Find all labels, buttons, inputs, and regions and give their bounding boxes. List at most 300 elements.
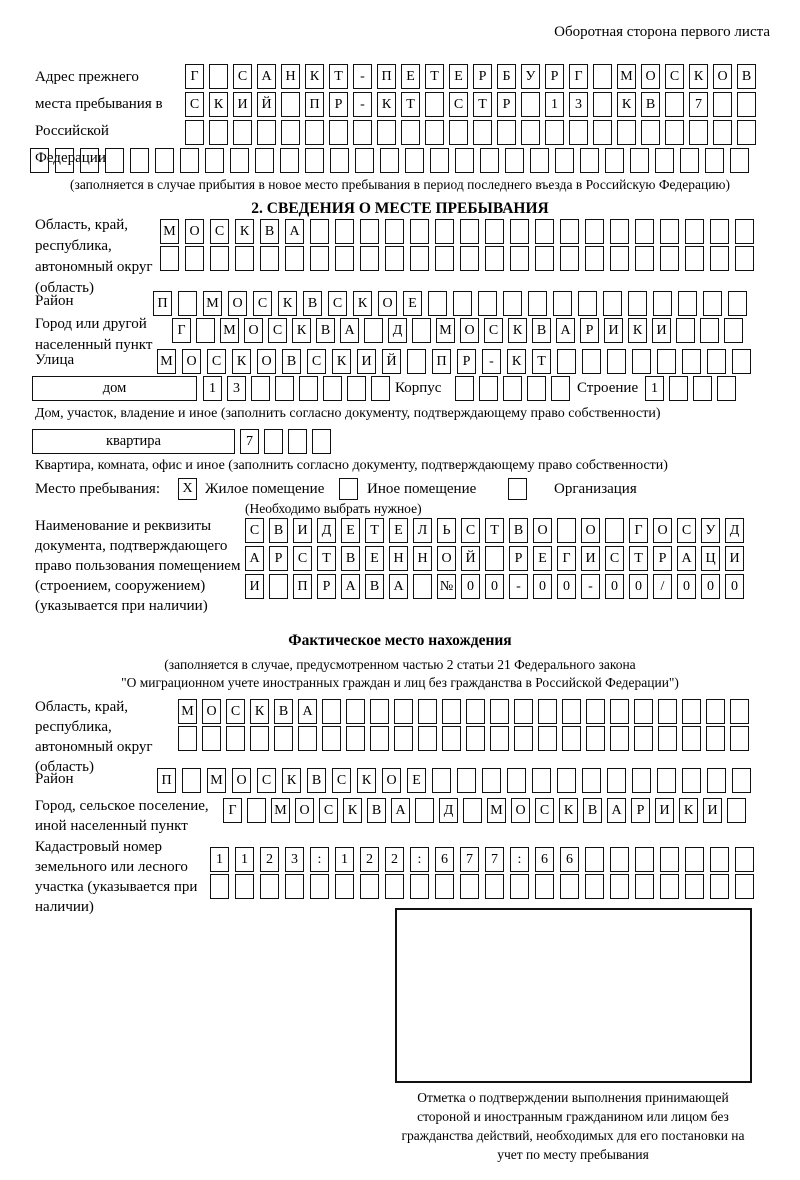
char-cell: [415, 798, 434, 823]
char-cell: С: [268, 318, 287, 343]
char-cell: [466, 726, 485, 751]
char-cell: Т: [401, 92, 420, 117]
char-cell: 1: [645, 376, 664, 401]
char-cell: [407, 349, 426, 374]
char-cell: [210, 246, 229, 271]
char-cell: [553, 291, 572, 316]
char-cell: Г: [557, 546, 576, 571]
char-cell: С: [328, 291, 347, 316]
char-cell: А: [298, 699, 317, 724]
char-cell: [473, 120, 492, 145]
char-cell: :: [410, 847, 429, 872]
char-cell: [347, 376, 366, 401]
char-cell: Ц: [701, 546, 720, 571]
checkbox-organizatsiya: [508, 478, 527, 500]
char-cell: О: [185, 219, 204, 244]
char-cell: [235, 874, 254, 899]
char-cell: [490, 726, 509, 751]
char-cell: [105, 148, 124, 173]
char-cell: 7: [460, 847, 479, 872]
char-cell: [335, 874, 354, 899]
char-cell: [680, 148, 699, 173]
char-cell: И: [725, 546, 744, 571]
dom-cells: [203, 376, 390, 401]
char-cell: [713, 92, 732, 117]
char-cell: [685, 874, 704, 899]
char-cell: [610, 699, 629, 724]
oblast1-row-2: [160, 246, 754, 271]
char-cell: [503, 376, 522, 401]
char-cell: [285, 874, 304, 899]
char-cell: 1: [545, 92, 564, 117]
char-cell: [497, 120, 516, 145]
char-cell: [346, 699, 365, 724]
mesto-label: Место пребывания:: [35, 481, 160, 497]
char-cell: К: [507, 349, 526, 374]
char-cell: [510, 246, 529, 271]
char-cell: [521, 92, 540, 117]
char-cell: [737, 92, 756, 117]
actual-location-note-1: (заполняется в случае, предусмотренном частью 2 статьи 21 Федерального закона: [164, 657, 636, 672]
char-cell: [551, 376, 570, 401]
char-cell: В: [737, 64, 756, 89]
char-cell: О: [460, 318, 479, 343]
char-cell: [178, 726, 197, 751]
char-cell: [732, 768, 751, 793]
char-cell: [610, 847, 629, 872]
char-cell: Р: [509, 546, 528, 571]
document-label: Наименование и реквизиты документа, подтверждающего право пользования помещением (строением, сооружением) (указывается при наличии): [35, 518, 241, 614]
char-cell: [505, 148, 524, 173]
char-cell: Р: [317, 574, 336, 599]
char-cell: К: [343, 798, 362, 823]
char-cell: [660, 246, 679, 271]
stamp-box: [395, 908, 752, 1083]
korpus-label: Корпус: [395, 380, 442, 396]
char-cell: П: [305, 92, 324, 117]
char-cell: [693, 376, 712, 401]
char-cell: 6: [535, 847, 554, 872]
char-cell: [413, 574, 432, 599]
char-cell: -: [581, 574, 600, 599]
char-cell: [530, 148, 549, 173]
char-cell: [607, 768, 626, 793]
gorod1-label: Город или другой населенный пункт: [35, 316, 153, 353]
char-cell: К: [278, 291, 297, 316]
char-cell: [460, 874, 479, 899]
char-cell: В: [303, 291, 322, 316]
char-cell: [538, 699, 557, 724]
char-cell: П: [432, 349, 451, 374]
char-cell: [185, 120, 204, 145]
char-cell: [528, 291, 547, 316]
char-cell: О: [641, 64, 660, 89]
char-cell: [510, 219, 529, 244]
char-cell: А: [607, 798, 626, 823]
char-cell: О: [232, 768, 251, 793]
char-cell: [685, 219, 704, 244]
char-cell: [298, 726, 317, 751]
char-cell: [555, 148, 574, 173]
char-cell: 0: [725, 574, 744, 599]
char-cell: [730, 148, 749, 173]
char-cell: -: [353, 64, 372, 89]
prev-address-note: (заполняется в случае прибытия в новое место пребывания в период последнего въезда в Российскую Федерацию): [69, 177, 731, 192]
option-inoe-label: Иное помещение: [367, 481, 477, 497]
char-cell: П: [377, 64, 396, 89]
char-cell: К: [357, 768, 376, 793]
char-cell: [233, 120, 252, 145]
char-cell: [678, 291, 697, 316]
char-cell: С: [319, 798, 338, 823]
char-cell: [410, 246, 429, 271]
char-cell: 1: [335, 847, 354, 872]
char-cell: [535, 219, 554, 244]
char-cell: [485, 874, 504, 899]
char-cell: Й: [382, 349, 401, 374]
char-cell: [310, 246, 329, 271]
char-cell: В: [260, 219, 279, 244]
char-cell: [466, 699, 485, 724]
char-cell: [603, 291, 622, 316]
kvartira-note: Квартира, комната, офис и иное (заполнить согласно документу, подтверждающему право собственности): [35, 458, 668, 473]
char-cell: [593, 120, 612, 145]
char-cell: А: [257, 64, 276, 89]
char-cell: [322, 699, 341, 724]
char-cell: [485, 246, 504, 271]
char-cell: К: [332, 349, 351, 374]
kadastr-label: Кадастровый номер земельного или лесного участка (указывается при наличии): [35, 839, 198, 915]
char-cell: [335, 219, 354, 244]
gorod2-label: Город, сельское поселение, иной населенный пункт: [35, 798, 209, 834]
char-cell: [632, 768, 651, 793]
char-cell: Г: [172, 318, 191, 343]
char-cell: [455, 376, 474, 401]
char-cell: [607, 349, 626, 374]
char-cell: М: [160, 219, 179, 244]
char-cell: М: [178, 699, 197, 724]
char-cell: [585, 847, 604, 872]
char-cell: Р: [473, 64, 492, 89]
char-cell: [507, 768, 526, 793]
char-cell: [635, 874, 654, 899]
rayon2-row: [157, 768, 751, 793]
char-cell: Р: [653, 546, 672, 571]
char-cell: [586, 726, 605, 751]
char-cell: [209, 64, 228, 89]
char-cell: 3: [285, 847, 304, 872]
char-cell: [442, 699, 461, 724]
char-cell: У: [521, 64, 540, 89]
char-cell: А: [556, 318, 575, 343]
char-cell: К: [628, 318, 647, 343]
char-cell: 7: [689, 92, 708, 117]
char-cell: [410, 874, 429, 899]
char-cell: [660, 847, 679, 872]
char-cell: [682, 349, 701, 374]
char-cell: [676, 318, 695, 343]
char-cell: [247, 798, 266, 823]
char-cell: В: [316, 318, 335, 343]
char-cell: К: [617, 92, 636, 117]
char-cell: С: [207, 349, 226, 374]
char-cell: Т: [473, 92, 492, 117]
char-cell: О: [653, 518, 672, 543]
char-cell: [490, 699, 509, 724]
char-cell: [371, 376, 390, 401]
char-cell: [255, 148, 274, 173]
char-cell: [630, 148, 649, 173]
char-cell: К: [508, 318, 527, 343]
char-cell: [202, 726, 221, 751]
char-cell: [482, 768, 501, 793]
char-cell: [335, 246, 354, 271]
oblast1-row-1: [160, 219, 754, 244]
char-cell: Е: [401, 64, 420, 89]
char-cell: Б: [497, 64, 516, 89]
option-organizatsiya-label: Организация: [554, 481, 637, 497]
char-cell: [281, 92, 300, 117]
char-cell: 6: [435, 847, 454, 872]
char-cell: М: [487, 798, 506, 823]
char-cell: -: [482, 349, 501, 374]
char-cell: [665, 92, 684, 117]
char-cell: Д: [439, 798, 458, 823]
char-cell: [632, 349, 651, 374]
char-cell: [578, 291, 597, 316]
char-cell: [510, 874, 529, 899]
char-cell: [360, 219, 379, 244]
char-cell: Е: [403, 291, 422, 316]
char-cell: [527, 376, 546, 401]
char-cell: 7: [240, 429, 259, 454]
char-cell: [735, 246, 754, 271]
char-cell: [706, 726, 725, 751]
char-cell: К: [232, 349, 251, 374]
oblast2-label: Область, край, республика, автономный округ (область): [35, 699, 153, 775]
char-cell: [370, 726, 389, 751]
char-cell: :: [510, 847, 529, 872]
prev-address-row-1: [185, 64, 756, 89]
actual-location-note-2: "О миграционном учете иностранных граждан и лиц без гражданства в Российской Федерации"): [121, 675, 679, 690]
char-cell: [310, 874, 329, 899]
checkbox-inoe: [339, 478, 358, 500]
char-cell: [205, 148, 224, 173]
char-cell: [185, 246, 204, 271]
char-cell: К: [305, 64, 324, 89]
char-cell: С: [245, 518, 264, 543]
char-cell: [585, 874, 604, 899]
char-cell: С: [484, 318, 503, 343]
char-cell: [713, 120, 732, 145]
char-cell: [457, 768, 476, 793]
char-cell: [180, 148, 199, 173]
char-cell: Т: [532, 349, 551, 374]
rayon2-label: Район: [35, 771, 74, 787]
char-cell: Т: [365, 518, 384, 543]
char-cell: [634, 726, 653, 751]
document-row-2: [245, 546, 744, 571]
char-cell: К: [689, 64, 708, 89]
char-cell: К: [250, 699, 269, 724]
char-cell: 2: [260, 847, 279, 872]
char-cell: В: [282, 349, 301, 374]
char-cell: [360, 246, 379, 271]
char-cell: [305, 120, 324, 145]
char-cell: [251, 376, 270, 401]
char-cell: М: [157, 349, 176, 374]
char-cell: -: [353, 92, 372, 117]
char-cell: Д: [317, 518, 336, 543]
char-cell: [585, 219, 604, 244]
char-cell: [707, 349, 726, 374]
char-cell: А: [340, 318, 359, 343]
char-cell: Н: [389, 546, 408, 571]
char-cell: /: [653, 574, 672, 599]
char-cell: [660, 219, 679, 244]
char-cell: [364, 318, 383, 343]
char-cell: И: [357, 349, 376, 374]
char-cell: [432, 768, 451, 793]
char-cell: [710, 219, 729, 244]
char-cell: М: [207, 768, 226, 793]
char-cell: О: [244, 318, 263, 343]
char-cell: В: [583, 798, 602, 823]
char-cell: [355, 148, 374, 173]
char-cell: В: [367, 798, 386, 823]
char-cell: [560, 874, 579, 899]
char-cell: [275, 376, 294, 401]
char-cell: Т: [425, 64, 444, 89]
char-cell: 0: [677, 574, 696, 599]
char-cell: [460, 246, 479, 271]
char-cell: В: [641, 92, 660, 117]
oblast1-label: Область, край, республика, автономный округ (область): [35, 217, 153, 296]
char-cell: [346, 726, 365, 751]
char-cell: А: [285, 219, 304, 244]
char-cell: Й: [257, 92, 276, 117]
char-cell: [274, 726, 293, 751]
char-cell: 2: [385, 847, 404, 872]
char-cell: [230, 148, 249, 173]
char-cell: [562, 699, 581, 724]
char-cell: [593, 64, 612, 89]
char-cell: [178, 291, 197, 316]
char-cell: С: [210, 219, 229, 244]
char-cell: О: [202, 699, 221, 724]
char-cell: 7: [485, 847, 504, 872]
char-cell: Р: [631, 798, 650, 823]
char-cell: [586, 699, 605, 724]
char-cell: [617, 120, 636, 145]
char-cell: К: [209, 92, 228, 117]
char-cell: Д: [725, 518, 744, 543]
prev-address-row-2: [185, 92, 756, 117]
char-cell: [385, 246, 404, 271]
char-cell: Т: [329, 64, 348, 89]
char-cell: 1: [203, 376, 222, 401]
document-row-3: [245, 574, 744, 599]
char-cell: [455, 148, 474, 173]
char-cell: 0: [605, 574, 624, 599]
char-cell: [710, 847, 729, 872]
char-cell: [449, 120, 468, 145]
char-cell: [130, 148, 149, 173]
char-cell: [478, 291, 497, 316]
char-cell: С: [461, 518, 480, 543]
char-cell: [610, 726, 629, 751]
char-cell: А: [341, 574, 360, 599]
char-cell: Н: [413, 546, 432, 571]
char-cell: [628, 291, 647, 316]
char-cell: [435, 874, 454, 899]
char-cell: [329, 120, 348, 145]
rayon1-row: [153, 291, 747, 316]
char-cell: [160, 246, 179, 271]
char-cell: [330, 148, 349, 173]
char-cell: [703, 291, 722, 316]
char-cell: К: [235, 219, 254, 244]
char-cell: [605, 518, 624, 543]
char-cell: А: [677, 546, 696, 571]
char-cell: [182, 768, 201, 793]
char-cell: [682, 699, 701, 724]
dom-box: дом: [32, 376, 197, 401]
char-cell: Н: [281, 64, 300, 89]
gorod2-row: [223, 798, 746, 823]
char-cell: [370, 699, 389, 724]
char-cell: [360, 874, 379, 899]
char-cell: И: [604, 318, 623, 343]
char-cell: [732, 349, 751, 374]
char-cell: [557, 768, 576, 793]
char-cell: [55, 148, 74, 173]
char-cell: [682, 768, 701, 793]
char-cell: 3: [569, 92, 588, 117]
char-cell: [560, 219, 579, 244]
char-cell: [425, 92, 444, 117]
char-cell: С: [449, 92, 468, 117]
char-cell: Р: [269, 546, 288, 571]
char-cell: [610, 246, 629, 271]
char-cell: :: [310, 847, 329, 872]
char-cell: [442, 726, 461, 751]
char-cell: [532, 768, 551, 793]
char-cell: [660, 874, 679, 899]
char-cell: [418, 726, 437, 751]
stamp-note: Отметка о подтверждении выполнения принимающей стороной и иностранным гражданином или лицом без гражданства действий, необходимых для его постановки на учет по месту пребывания: [401, 1090, 745, 1162]
char-cell: [394, 699, 413, 724]
char-cell: 0: [629, 574, 648, 599]
char-cell: Р: [329, 92, 348, 117]
char-cell: [310, 219, 329, 244]
char-cell: В: [269, 518, 288, 543]
char-cell: [610, 219, 629, 244]
char-cell: [727, 798, 746, 823]
char-cell: [257, 120, 276, 145]
char-cell: [735, 874, 754, 899]
char-cell: [305, 148, 324, 173]
char-cell: И: [233, 92, 252, 117]
char-cell: С: [535, 798, 554, 823]
char-cell: [80, 148, 99, 173]
char-cell: [288, 429, 307, 454]
char-cell: [641, 120, 660, 145]
char-cell: К: [679, 798, 698, 823]
char-cell: С: [293, 546, 312, 571]
stroenie-cells: [645, 376, 736, 401]
char-cell: [299, 376, 318, 401]
